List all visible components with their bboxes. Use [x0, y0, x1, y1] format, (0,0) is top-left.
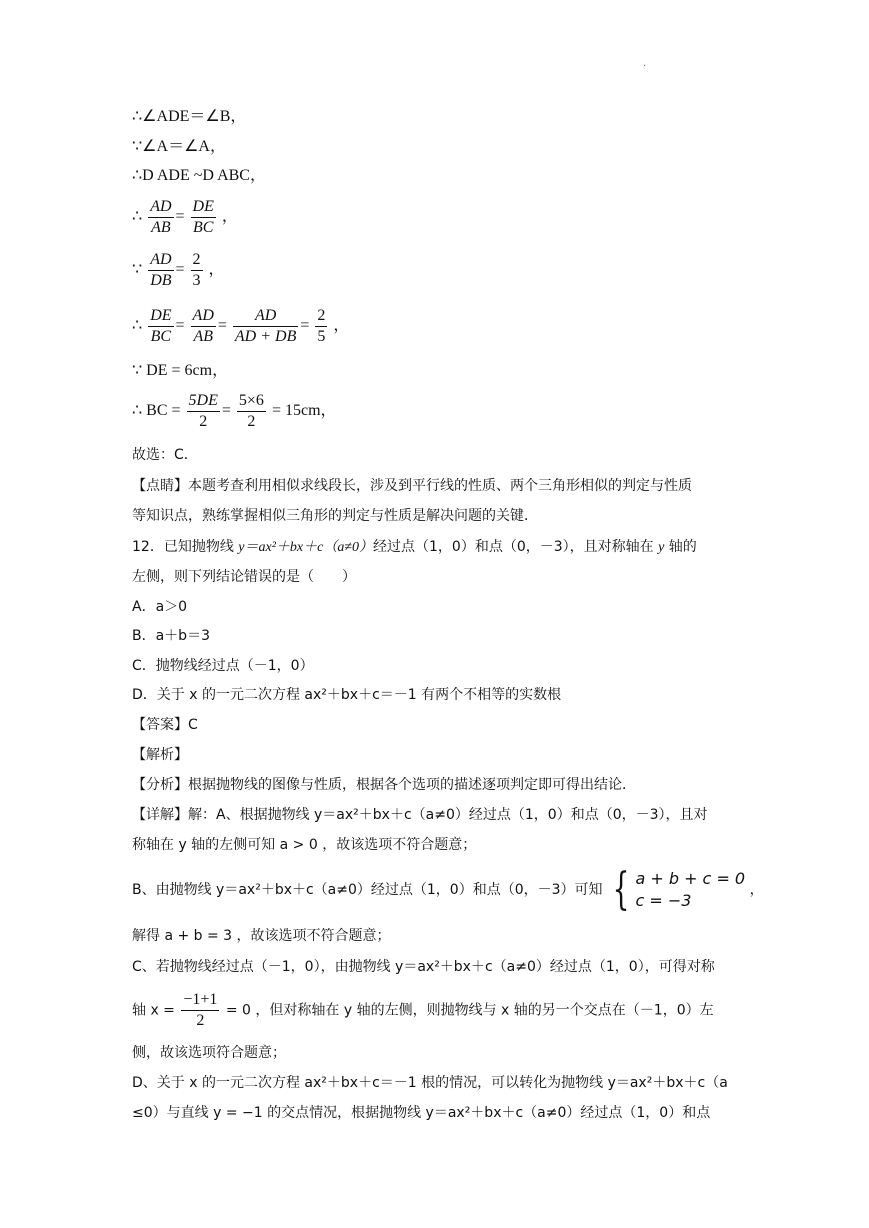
- therefore-symbol: ∴: [132, 317, 143, 335]
- option-a: A．a＞0: [132, 599, 188, 615]
- question-12-line-1: [132, 537, 697, 558]
- detail-line-c-2: [132, 990, 714, 1031]
- equation-system: [635, 868, 745, 912]
- detail-line-b-solve: 解得 a + b = 3 ，故该选项不符合题意；: [132, 928, 391, 944]
- comment-line-2: 等知识点，熟练掌握相似三角形的判定与性质是解决问题的关键．: [132, 508, 538, 524]
- answer-line: 【答案】C: [132, 717, 198, 733]
- fraction: $\frac{2}{3}$: [192, 251, 201, 289]
- question-number-text: 12．已知抛物线: [132, 539, 239, 555]
- analysis-heading: 【解析】: [132, 747, 188, 763]
- detail-line-d-1: D、关于 x 的一元二次方程 ax²＋bx＋c＝－1 根的情况，可以转化为抛物线 y＝ax²＋bx＋c（a: [132, 1075, 728, 1091]
- choice-line: 故选：C．: [132, 447, 198, 463]
- detail-line-b: [132, 864, 764, 915]
- option-b: B．a＋b＝3: [132, 628, 210, 644]
- step-ratio-given: ∵ $\frac{AD}{DB}$ = $\frac{2}{3}$ ，: [132, 251, 225, 289]
- fraction: $\frac{5\times 6}{2}$: [238, 392, 264, 430]
- detail-line-1: 【详解】解：A、根据抛物线 y＝ax²＋bx＋c（a≠0）经过点（1，0）和点（0，－3），且对: [132, 807, 708, 823]
- detail-c-text: = 0 ，但对称轴在 y 轴的左侧，则抛物线与 x 轴的另一个交点在（－1，0）左: [225, 1002, 714, 1019]
- step-ratio-1: ∴ $\frac{AD}{AB}$ = $\frac{DE}{BC}$ ，: [132, 198, 238, 236]
- detail-line-c-1: C、若抛物线经过点（－1，0），由抛物线 y＝ax²＋bx＋c（a≠0）经过点（1，0），可得对称: [132, 959, 715, 975]
- fraction: $\frac{2}{5}$: [317, 307, 326, 345]
- equation-left: ∴ BC =: [132, 402, 181, 420]
- step-ratio-chain: ∴ $\frac{DE}{BC}$ = $\frac{AD}{AB}$ = $\frac{AD}{AD + DB}$ = $\frac{2}{5}$ ，: [132, 307, 350, 345]
- system-eq-2: c = −3: [635, 891, 692, 910]
- parabola-equation: y＝ax²＋bx＋c（a≠0）: [238, 540, 374, 555]
- comment-line-1: 【点睛】本题考查利用相似求线段长，涉及到平行线的性质、两个三角形相似的判定与性质: [132, 478, 692, 494]
- punctuation: ，: [221, 208, 238, 226]
- system-eq-1: a + b + c = 0: [635, 869, 746, 888]
- option-d: D．关于 x 的一元二次方程 ax²＋bx＋c＝－1 有两个不相等的实数根: [132, 687, 562, 703]
- fraction: $\frac{AD}{AD + DB}$: [234, 307, 297, 345]
- detail-line-c-3: 侧，故该选项符合题意；: [132, 1045, 286, 1061]
- step-common-angle: ∵∠A＝∠A，: [132, 138, 226, 155]
- brace-symbol: {: [612, 864, 630, 915]
- fraction: $\frac{5DE}{2}$: [188, 392, 218, 430]
- question-12-line-2: 左侧，则下列结论错误的是（ ）: [132, 569, 356, 585]
- detail-line-2: 称轴在 y 轴的左侧可知 a > 0 ，故该选项不符合题意；: [132, 837, 477, 853]
- option-c: C．抛物线经过点（－1，0）: [132, 658, 314, 674]
- question-text: 经过点（1，0）和点（0，－3），且对称轴在: [373, 539, 659, 555]
- fraction: $\frac{AD}{AB}$: [192, 307, 214, 345]
- equation-result: = 15cm，: [271, 402, 337, 420]
- because-symbol: ∵: [132, 261, 143, 279]
- analysis-summary: 【分析】根据抛物线的图像与性质，根据各个选项的描述逐项判定即可得出结论．: [132, 777, 636, 793]
- page-marker: .: [643, 58, 647, 69]
- fraction: $\frac{DE}{BC}$: [192, 198, 214, 236]
- step-de-length: ∵ DE = 6cm，: [132, 362, 229, 379]
- axis-var: y: [658, 540, 665, 555]
- fraction: $\frac{DE}{BC}$: [150, 307, 172, 345]
- axis-equation-left: 轴 x =: [132, 1002, 175, 1019]
- detail-b-text: B、由抛物线 y＝ax²＋bx＋c（a≠0）经过点（1，0）和点（0，－3）可知: [132, 882, 603, 898]
- fraction: $\frac{AD}{DB}$: [150, 251, 172, 289]
- punctuation: ，: [333, 317, 350, 335]
- punctuation: ，: [749, 882, 764, 898]
- step-angle-equal: ∴∠ADE＝∠B，: [132, 108, 247, 125]
- fraction: $\frac{-1+1}{2}$: [183, 991, 218, 1029]
- step-bc-length: ∴ BC = $\frac{5DE}{2}$ = $\frac{5\times 6}{2}$ = 15cm，: [132, 392, 337, 430]
- detail-line-d-2: ≤0）与直线 y = −1 的交点情况，根据抛物线 y＝ax²＋bx＋c（a≠0）经过点（1，0）和点: [132, 1105, 711, 1121]
- therefore-symbol: ∴: [132, 208, 143, 226]
- step-similar-triangles: ∴D ADE ~D ABC，: [132, 167, 266, 184]
- fraction: $\frac{AD}{AB}$: [150, 198, 172, 236]
- question-text-end: 轴的: [664, 539, 697, 555]
- punctuation: ，: [208, 261, 225, 279]
